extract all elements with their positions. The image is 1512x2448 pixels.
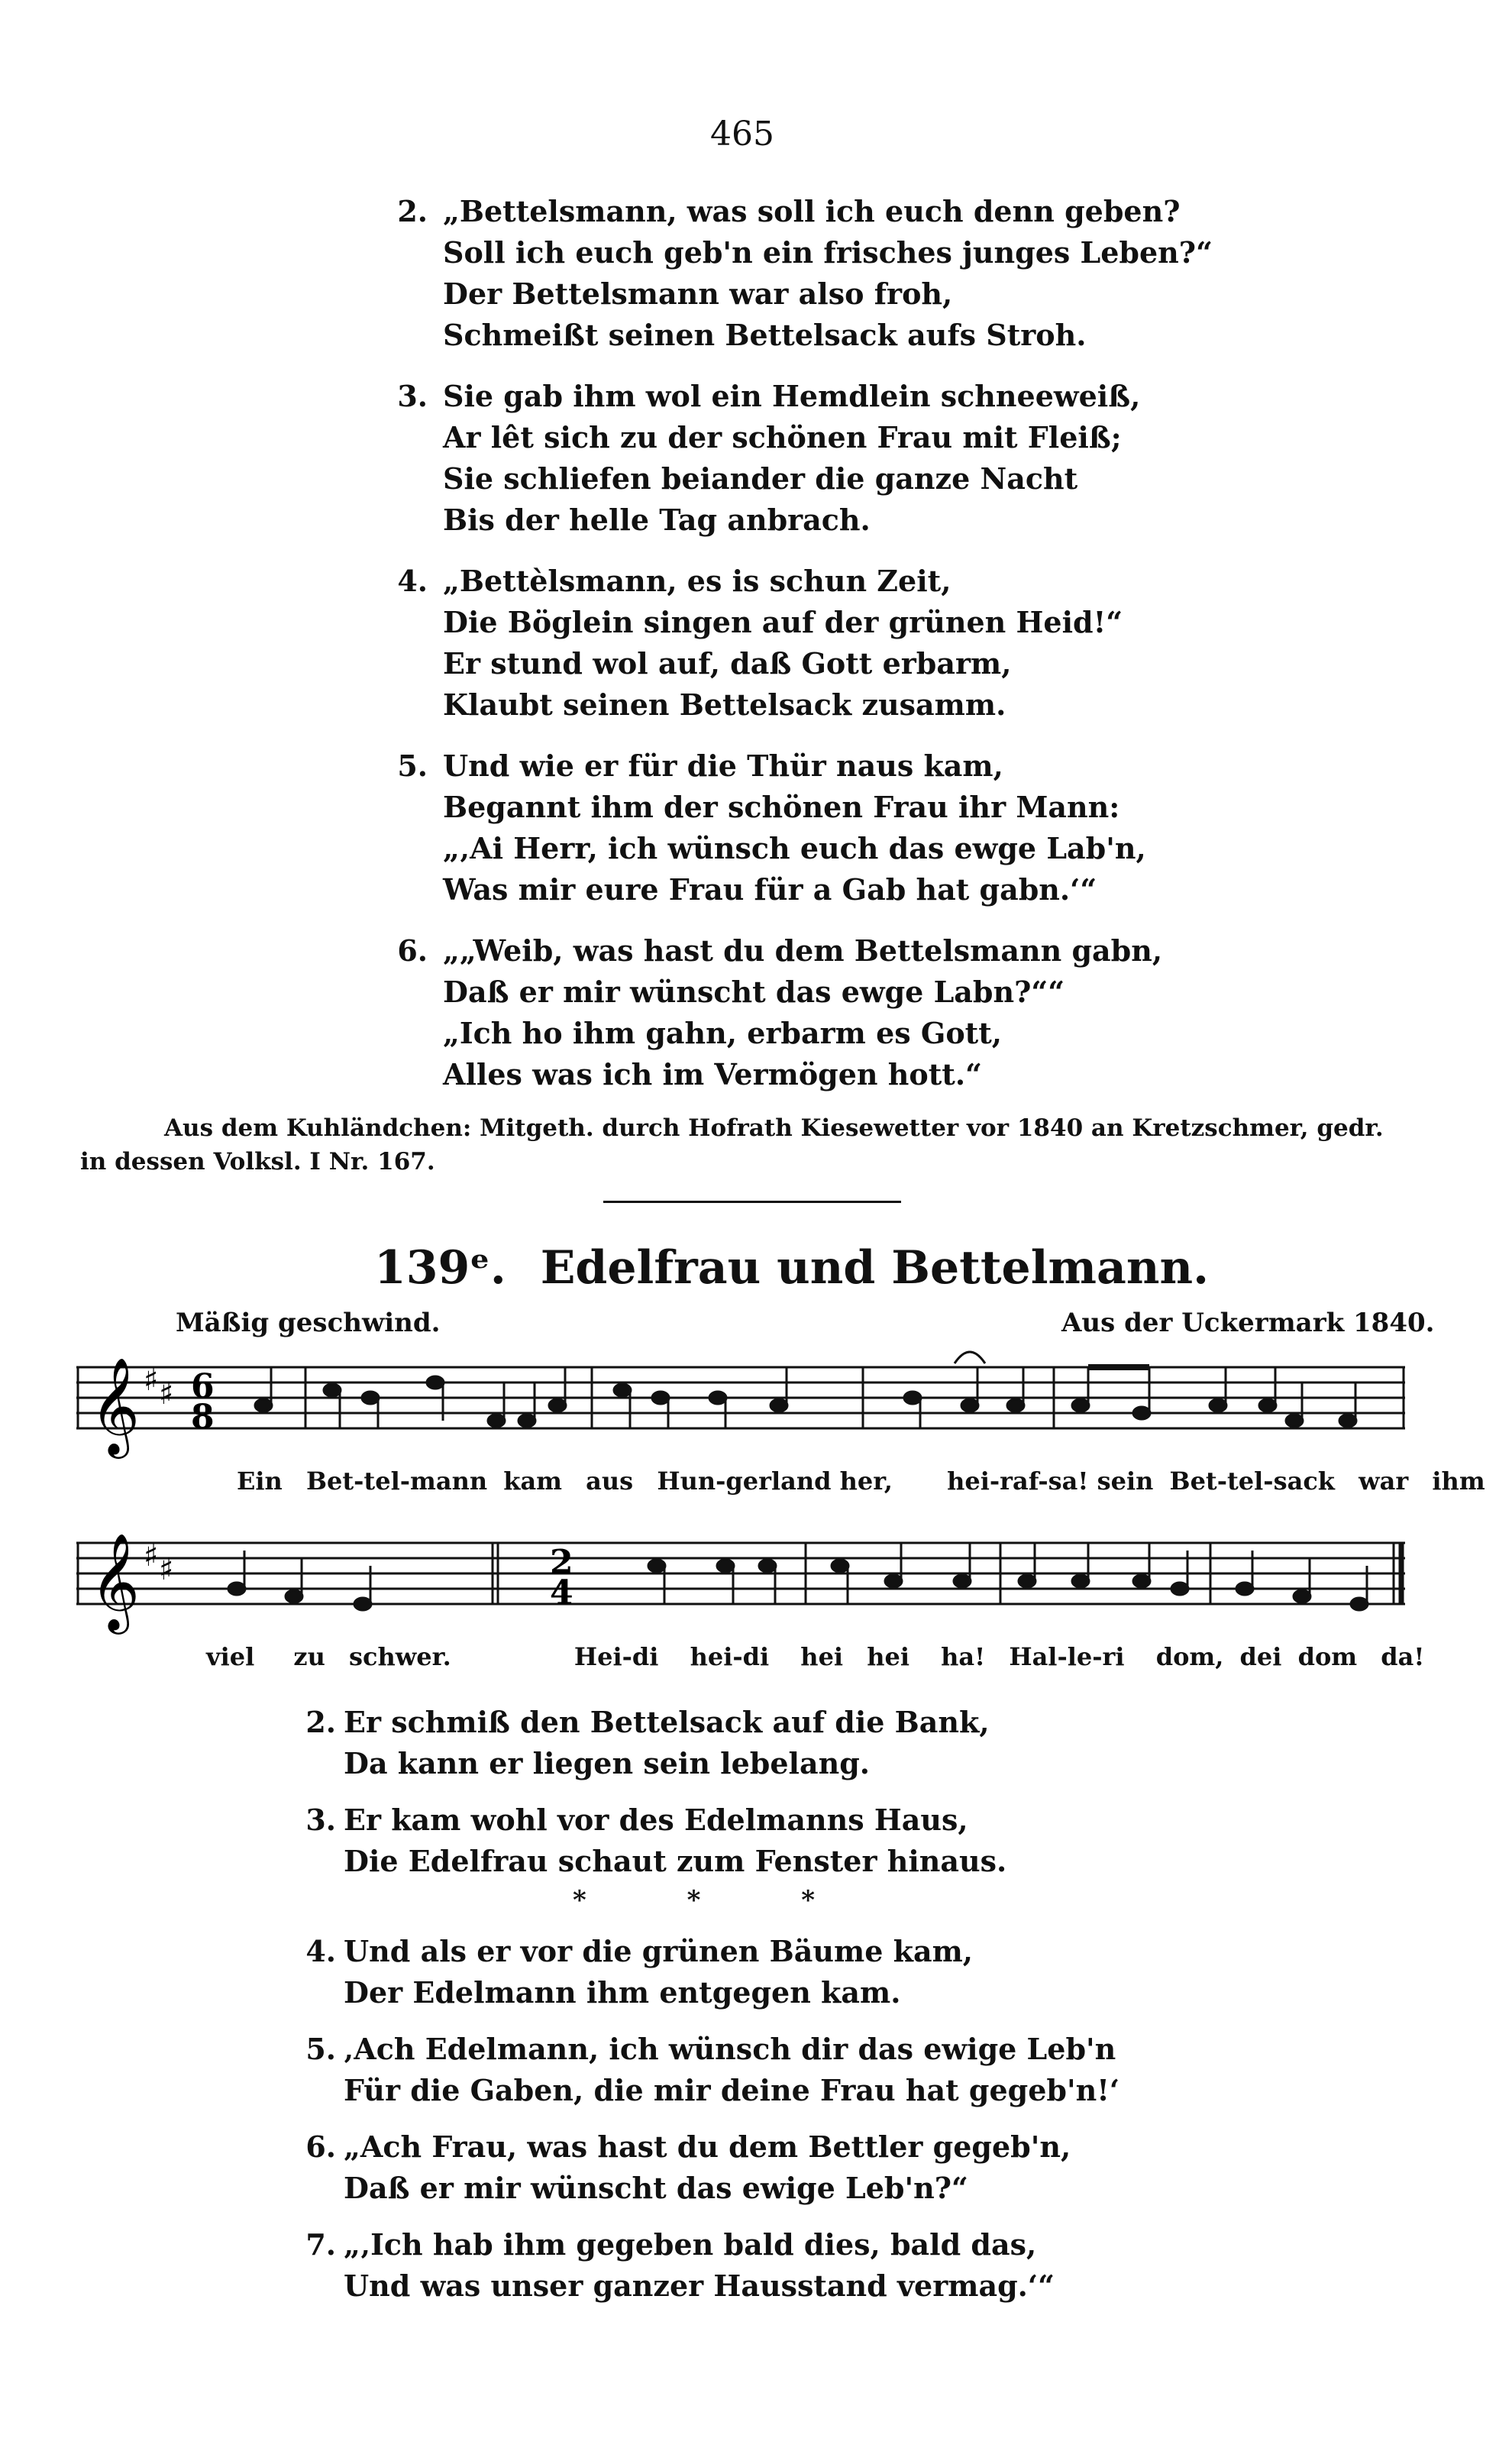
lyric-syllable: sein bbox=[1097, 1467, 1154, 1496]
treble-clef-icon: 𝄞 bbox=[90, 1532, 141, 1630]
lyric-syllable: hei bbox=[867, 1642, 909, 1671]
verse-line: Da kann er liegen sein lebelang. bbox=[344, 1746, 871, 1780]
verse-number: 5. bbox=[305, 2032, 336, 2066]
verse-number: 3. bbox=[397, 379, 428, 413]
lyrics-line-1 bbox=[237, 1467, 1485, 1496]
verse-line: Und was unser ganzer Hausstand vermag.‘“ bbox=[344, 2269, 1055, 2303]
lyric-syllable: war bbox=[1359, 1467, 1409, 1496]
verse-line: Die Edelfrau schaut zum Fenster hinaus. bbox=[344, 1844, 1007, 1878]
notes bbox=[228, 1543, 1401, 1610]
verse-number: 5. bbox=[397, 749, 428, 783]
verse-6 bbox=[290, 2126, 1071, 2209]
lyric-syllable: hei-raf-sa! bbox=[947, 1467, 1089, 1496]
song-title: Edelfrau und Bettelmann. bbox=[540, 1241, 1210, 1295]
music-staff-1 bbox=[76, 1344, 1436, 1474]
verse-line: Sie schliefen beiander die ganze Nacht bbox=[443, 461, 1078, 496]
verse-line: Die Böglein singen auf der grünen Heid!“ bbox=[443, 605, 1123, 639]
lyric-syllable: dom bbox=[1297, 1642, 1358, 1671]
sharp-icon: ♯ bbox=[159, 1552, 174, 1587]
lyric-syllable: Bet-tel-mann bbox=[305, 1467, 488, 1496]
lyric-syllable: dom, bbox=[1155, 1642, 1224, 1671]
verse-6 bbox=[382, 930, 1162, 1095]
time-signature-bottom: 8 bbox=[191, 1398, 215, 1437]
lyric-syllable: zu bbox=[293, 1642, 325, 1671]
verse-4 bbox=[290, 1931, 973, 2013]
verse-number: 2. bbox=[397, 194, 428, 228]
verse-number: 2. bbox=[305, 1705, 336, 1739]
sharp-icon: ♯ bbox=[144, 1363, 159, 1398]
verse-line: Klaubt seinen Bettelsack zusamm. bbox=[443, 687, 1006, 722]
tempo-marking: Mäßig geschwind. bbox=[176, 1308, 441, 1338]
lyric-syllable: aus bbox=[586, 1467, 634, 1496]
lyric-syllable: ihm bbox=[1432, 1467, 1485, 1496]
staff-lines bbox=[76, 1543, 1405, 1604]
verse-line: Alles was ich im Vermögen hott.“ bbox=[443, 1057, 982, 1091]
verse-number: 6. bbox=[397, 933, 428, 968]
lyric-syllable: Bet-tel-sack bbox=[1169, 1467, 1335, 1496]
verse-line: Er stund wol auf, daß Gott erbarm, bbox=[443, 646, 1012, 681]
verse-line: Er schmiß den Bettelsack auf die Bank, bbox=[344, 1705, 990, 1739]
staff-lines bbox=[76, 1367, 1405, 1428]
lyric-syllable: Hal-le-ri bbox=[1009, 1642, 1125, 1671]
lyric-syllable: hei-di bbox=[690, 1642, 770, 1671]
lyric-syllable: da! bbox=[1381, 1642, 1425, 1671]
lyrics-line-2 bbox=[206, 1642, 1424, 1671]
verse-line: Er kam wohl vor des Edelmanns Haus, bbox=[344, 1803, 968, 1837]
lyric-syllable: ha! bbox=[941, 1642, 986, 1671]
verse-3 bbox=[290, 1800, 1006, 1882]
verse-line: Begannt ihm der schönen Frau ihr Mann: bbox=[443, 790, 1120, 824]
lyric-syllable: kam bbox=[503, 1467, 563, 1496]
verse-line: Was mir eure Frau für a Gab hat gabn.‘“ bbox=[443, 872, 1097, 907]
verse-number: 3. bbox=[305, 1803, 336, 1837]
section-asterisks: * * * bbox=[573, 1885, 861, 1916]
verse-5 bbox=[382, 745, 1146, 910]
verse-line: „‚Ich hab ihm gegeben bald dies, bald das, bbox=[344, 2227, 1037, 2262]
song-origin: Aus der Uckermark 1840. bbox=[1061, 1308, 1435, 1338]
lyric-syllable: dei bbox=[1239, 1642, 1282, 1671]
verse-line: Ar lêt sich zu der schönen Frau mit Fleiß; bbox=[443, 420, 1122, 454]
lyric-syllable: hei bbox=[800, 1642, 844, 1671]
time-signature-bottom: 4 bbox=[550, 1573, 573, 1612]
section-divider bbox=[603, 1201, 901, 1203]
verse-number: 6. bbox=[305, 2129, 336, 2164]
verse-line: Für die Gaben, die mir deine Frau hat gegeb'n!‘ bbox=[344, 2073, 1120, 2107]
verse-2 bbox=[290, 1702, 990, 1784]
verse-line: Sie gab ihm wol ein Hemdlein schneeweiß, bbox=[443, 379, 1141, 413]
verse-2 bbox=[382, 191, 1213, 356]
treble-clef-icon: 𝄞 bbox=[90, 1357, 141, 1454]
verse-line: Soll ich euch geb'n ein frisches junges Leben?“ bbox=[443, 235, 1213, 270]
source-note bbox=[80, 1111, 1384, 1179]
verse-line: „‚Ai Herr, ich wünsch euch das ewge Lab'n, bbox=[443, 831, 1146, 865]
lyric-syllable: Ein bbox=[237, 1467, 283, 1496]
verse-line: „Bettelsmann, was soll ich euch denn geben? bbox=[443, 194, 1181, 228]
verse-7 bbox=[290, 2224, 1055, 2307]
verse-5 bbox=[290, 2029, 1119, 2111]
verse-line: Schmeißt seinen Bettelsack aufs Stroh. bbox=[443, 318, 1087, 352]
verse-line: Bis der helle Tag anbrach. bbox=[443, 503, 871, 537]
music-staff-2 bbox=[76, 1520, 1436, 1650]
time-signature-top: 6 bbox=[191, 1367, 215, 1406]
verse-4 bbox=[382, 561, 1123, 726]
verse-line: Und wie er für die Thür naus kam, bbox=[443, 749, 1003, 783]
verse-line: „Ach Frau, was hast du dem Bettler gegeb'n, bbox=[344, 2129, 1071, 2164]
time-signature-top: 2 bbox=[550, 1543, 573, 1582]
lyric-syllable: schwer. bbox=[348, 1642, 451, 1671]
lyric-syllable: Hei-di bbox=[573, 1642, 659, 1671]
verse-number: 4. bbox=[305, 1934, 336, 1968]
song-number: 139ᵉ. bbox=[374, 1241, 506, 1295]
song-heading bbox=[374, 1241, 1209, 1295]
verse-line: „„Weib, was hast du dem Bettelsmann gabn, bbox=[443, 933, 1163, 968]
verse-line: ‚Ach Edelmann, ich wünsch dir das ewige Leb'n bbox=[344, 2032, 1116, 2066]
source-note-line: in dessen Volksl. I Nr. 167. bbox=[80, 1148, 435, 1175]
verse-line: Der Edelmann ihm entgegen kam. bbox=[344, 1975, 901, 2010]
sharp-icon: ♯ bbox=[144, 1538, 159, 1573]
fermata-icon bbox=[955, 1352, 985, 1363]
verse-line: Daß er mir wünscht das ewge Labn?““ bbox=[443, 975, 1065, 1009]
source-note-line: Aus dem Kuhländchen: Mitgeth. durch Hofrath Kiesewetter vor 1840 an Kretzschmer, gedr. bbox=[164, 1114, 1384, 1142]
sharp-icon: ♯ bbox=[159, 1376, 174, 1412]
lyric-syllable: her, bbox=[839, 1467, 893, 1496]
verse-line: „Bettèlsmann, es is schun Zeit, bbox=[443, 564, 951, 598]
verse-line: Und als er vor die grünen Bäume kam, bbox=[344, 1934, 974, 1968]
verse-3 bbox=[382, 376, 1140, 541]
verse-line: „Ich ho ihm gahn, erbarm es Gott, bbox=[443, 1016, 1003, 1050]
page-number: 465 bbox=[710, 115, 774, 154]
lyric-syllable: Hun-gerland bbox=[657, 1467, 832, 1496]
verse-number: 4. bbox=[397, 564, 428, 598]
verse-number: 7. bbox=[305, 2227, 336, 2262]
lyric-syllable: viel bbox=[206, 1642, 255, 1671]
verse-line: Der Bettelsmann war also froh, bbox=[443, 276, 953, 311]
verse-line: Daß er mir wünscht das ewige Leb'n?“ bbox=[344, 2171, 968, 2205]
